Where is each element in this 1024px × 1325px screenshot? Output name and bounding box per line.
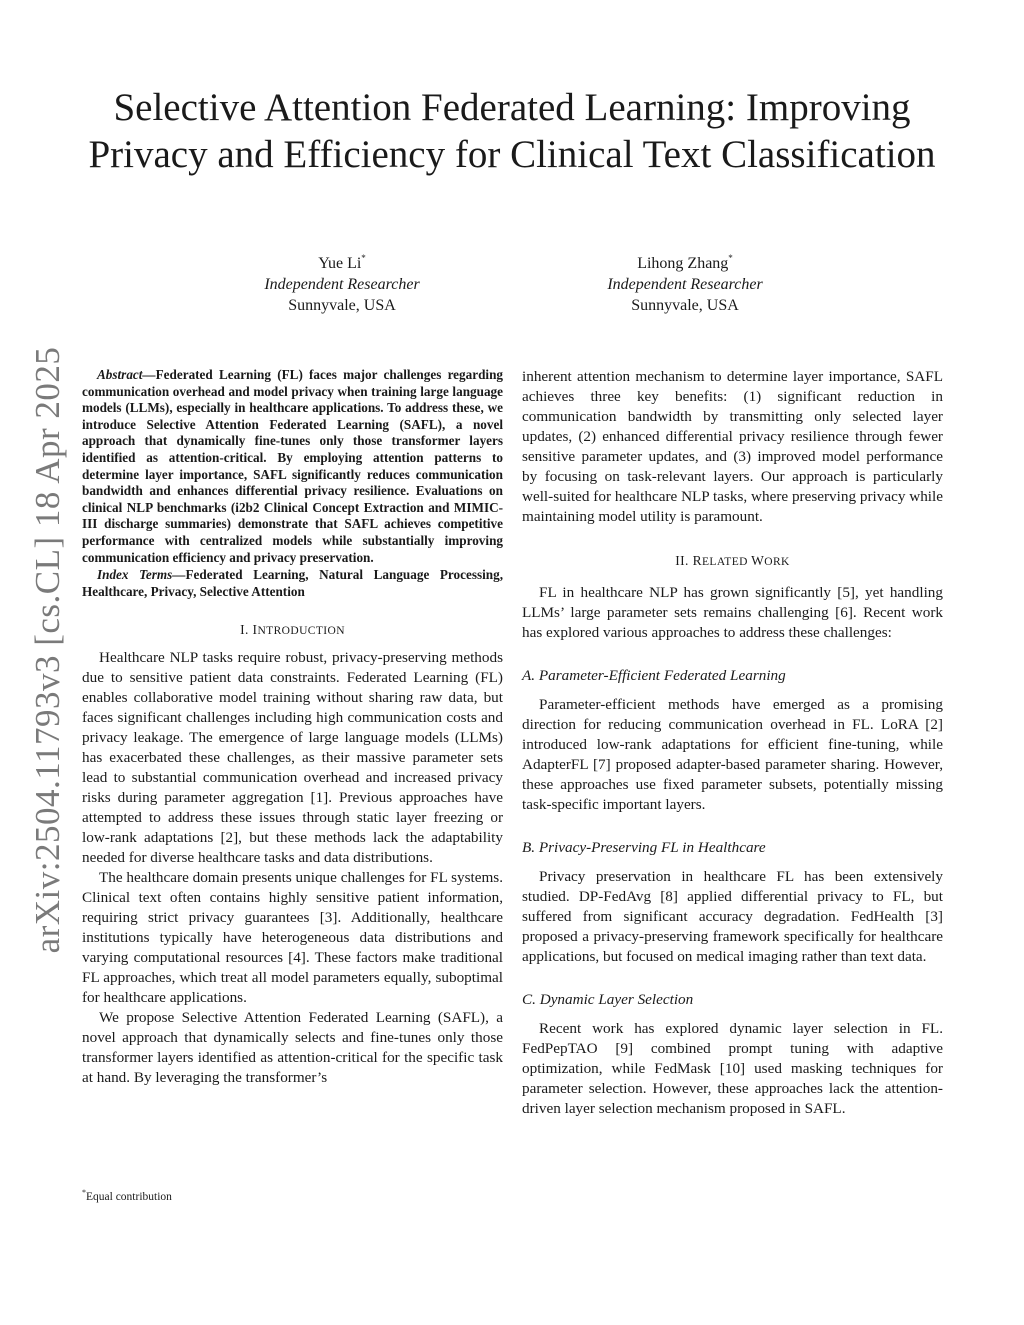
section-heading-introduction: I. INTRODUCTION	[240, 622, 345, 638]
subsection-c-paragraph: Recent work has explored dynamic layer selection in FL. FedPepTAO [9] combined prompt tuning with adaptive optimization, while FedMask [10] used masking techniques for parameter selection. However, these approaches lack the attention-driven layer selection mechanism proposed in SAFL.	[522, 1020, 943, 1117]
subsection-b-paragraph: Privacy preservation in healthcare FL has been extensively studied. DP-FedAvg [8] applied differential privacy to FL, but suffered from significant accuracy degradation. FedHealth [3] proposed a privacy-preserving framework specifically for healthcare applications, but focused on medical imaging rather than text data.	[522, 868, 943, 965]
footnote	[82, 1186, 172, 1204]
author-affiliation: Independent Researcher	[264, 276, 420, 293]
section-heading-related-work: II. RELATED WORK	[675, 553, 790, 568]
subsection-heading-a: A. Parameter-Efficient Federated Learning	[522, 667, 786, 684]
subsection-heading-c: C. Dynamic Layer Selection	[522, 991, 694, 1008]
abstract-label: Abstract—	[97, 367, 156, 382]
author-location: Sunnyvale, USA	[631, 297, 739, 314]
author-block-2	[535, 248, 835, 316]
index-terms	[82, 567, 503, 600]
footnote-text: Equal contribution	[86, 1191, 172, 1203]
paper-title: Selective Attention Federated Learning: Improving Privacy and Efficiency for Clinical Text Classification	[88, 86, 936, 176]
intro-paragraph-2: The healthcare domain presents unique challenges for FL systems. Clinical text often contains highly sensitive patient information, requiring strict privacy guarantees [3]. Additionally, healthcare institutions typically have heterogeneous data distributions and varying computational resources [4]. These factors make traditional FL approaches, which treat all model parameters equally, suboptimal for healthcare applications.	[82, 869, 503, 1007]
subsection-heading-b: B. Privacy-Preserving FL in Healthcare	[522, 839, 766, 856]
author-affiliation: Independent Researcher	[607, 276, 763, 293]
author-location: Sunnyvale, USA	[288, 297, 396, 314]
author-block-1	[192, 248, 492, 316]
abstract-text: Federated Learning (FL) faces major challenges regarding communication overhead and model privacy when training large language models (LLMs), especially in healthcare applications. To address these, we introduce Selective Attention Federated Learning (SAFL), a novel approach that dynamically fine-tunes only those transformer layers identified as attention-critical. By employing attention patterns to determine layer importance, SAFL significantly reduces communication bandwidth and enhances differential privacy resilience. Evaluations on clinical NLP benchmarks (i2b2 Clinical Concept Extraction and MIMIC-III discharge summaries) demonstrate that SAFL achieves competitive performance with centralized models while substantially improving communication efficiency and privacy preservation.	[82, 367, 503, 565]
left-column	[82, 367, 503, 1088]
intro-paragraph-3: We propose Selective Attention Federated Learning (SAFL), a novel approach that dynamically selects and fine-tunes only those transformer layers identified as attention-critical for the specific task at hand. By leveraging the transformer’s	[82, 1009, 503, 1087]
author-name	[192, 248, 492, 274]
footnote-mark: *	[82, 1188, 86, 1197]
author-mark: *	[361, 253, 366, 263]
intro-paragraph-1: Healthcare NLP tasks require robust, privacy-preserving methods due to sensitive patient data constraints. Federated Learning (FL) enables collaborative model training without sharing raw data, but faces significant challenges including high communication costs and privacy leakage. The emergence of large language models (LLMs) has exacerbated these challenges, as their massive parameter sets lead to substantial communication overhead and increased privacy risks during parameter aggregation [1]. Previous approaches have attempted to address these issues through static layer freezing or low-rank adaptations [2], but these methods lack the adaptability needed for diverse healthcare tasks and data distributions.	[82, 649, 503, 867]
subsection-a-paragraph: Parameter-efficient methods have emerged as a promising direction for reducing communication overhead in FL. LoRA [2] introduced low-rank adaptations for efficient fine-tuning, while AdapterFL [7] proposed adapter-based parameter sharing. However, these approaches use fixed parameter subsets, potentially missing task-specific important layers.	[522, 696, 943, 813]
author-mark: *	[728, 253, 733, 263]
author-name-text: Yue Li	[318, 255, 362, 272]
arxiv-id-text: arXiv:2504.11793v3 [cs.CL] 18 Apr 2025	[28, 346, 67, 954]
abstract	[82, 367, 503, 566]
index-terms-text: Federated Learning, Natural Language Processing, Healthcare, Privacy, Selective Attention	[82, 567, 503, 599]
intro-continuation: inherent attention mechanism to determine layer importance, SAFL achieves three key benefits: (1) significant reduction in communication bandwidth by transmitting only selected layer updates, (2) enhanced differential privacy resilience through fewer sensitive parameter updates, and (3) improved model performance by focusing on task-relevant layers. Our approach is particularly well-suited for healthcare NLP tasks, where preserving privacy while maintaining model utility is paramount.	[522, 368, 943, 525]
right-column	[522, 367, 943, 1119]
author-name	[535, 248, 835, 274]
related-intro-paragraph: FL in healthcare NLP has grown significantly [5], yet handling LLMs’ large parameter sets remains challenging [6]. Recent work has explored various approaches to address these challenges:	[522, 584, 943, 641]
author-name-text: Lihong Zhang	[637, 255, 729, 272]
index-terms-label: Index Terms—	[97, 567, 186, 583]
